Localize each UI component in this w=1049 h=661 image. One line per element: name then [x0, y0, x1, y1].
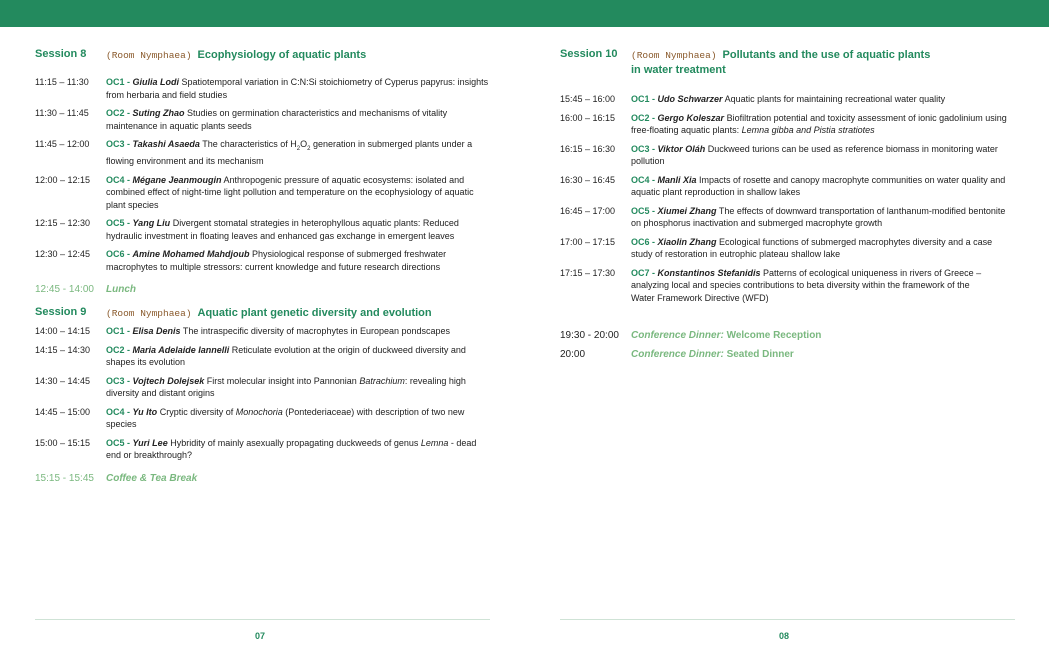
lunch-break: 12:45 - 14:00 Lunch [35, 284, 136, 296]
session-label: Session 8 [35, 48, 87, 60]
talk-row: 17:00 – 17:15 OC6 - Xiaolin Zhang Ecological functions of submerged macrophytes diversity and a case study of restoration in eutrophic plateau shallow lake [560, 236, 993, 259]
talk-row: 12:30 – 12:45 OC6 - Amine Mohamed Mahdjoub Physiological response of submerged freshwater macrophytes to multiple stressors: current knowledge and future research directions [35, 249, 447, 272]
talk-row: 16:30 – 16:45 OC4 - Manli Xia Impacts of rosette and canopy macrophyte communities on water quality and aquatic plant reproduction in shallow lakes [560, 174, 1006, 197]
talk-row: 12:15 – 12:30 OC5 - Yang Liu Divergent stomatal strategies in heterophyllous aquatic plants: Reduced hydraulic investment in floating leaves and enhanced gas exchange in emergent leaves [35, 218, 459, 241]
talk-row: 16:45 – 17:00 OC5 - Xiumei Zhang The effects of downward transportation of lanthanum-modified bentonite on phosphorus inactivation and submerged macrophyte growth [560, 205, 1006, 228]
session-10-header [560, 48, 1015, 77]
session-title: Aquatic plant genetic diversity and evolution [197, 307, 432, 320]
room-label: (Room Nymphaea) [106, 308, 192, 320]
dinner-seated: 20:00 Conference Dinner: Seated Dinner [560, 349, 794, 360]
talk-row: 14:30 – 14:45 OC3 - Vojtech Dolejsek First molecular insight into Pannonian Batrachium: revealing high diversity and distant origins [35, 375, 466, 399]
dinner-reception: 19:30 - 20:00 Conference Dinner: Welcome Reception [560, 330, 822, 341]
talk-row: 11:15 – 11:30 OC1 - Giulia Lodi Spatiotemporal variation in C:N:Si stoichiometry of Cyperus papyrus: insights from herbaria and field studies [35, 77, 489, 100]
coffee-break: 15:15 - 15:45 Coffee & Tea Break [35, 472, 198, 484]
session-title: Pollutants and the use of aquatic plants [722, 49, 931, 61]
session-title-line2: in water treatment [631, 64, 726, 76]
session-label: Session 10 [560, 48, 618, 60]
talk-row: 15:00 – 15:15 OC5 - Yuri Lee Hybridity of mainly asexually propagating duckweeds of genus Lemna - dead end or breakthrough? [35, 437, 477, 461]
talk-row: 12:00 – 12:15 OC4 - Mégane Jeanmougin Anthropogenic pressure of aquatic ecosystems: isolated and combined effect of night-time light pollution and temperature on the ecophysiology of aquatic plant species [35, 174, 474, 210]
talk-row: 14:00 – 14:15 OC1 - Elisa Denis The intraspecific diversity of macrophytes in European pondscapes [35, 326, 451, 337]
talk-row: 15:45 – 16:00 OC1 - Udo Schwarzer Aquatic plants for maintaining recreational water quality [560, 94, 946, 104]
session-title: Ecophysiology of aquatic plants [197, 49, 367, 61]
page-07 [35, 48, 490, 484]
talk-row: 11:30 – 11:45 OC2 - Suting Zhao Studies on germination characteristics and mechanisms of vitality maintenance in aquatic plants seeds [35, 108, 448, 131]
room-label: (Room Nymphaea) [106, 50, 192, 61]
page-number-left: 07 [255, 631, 266, 641]
talk-row: 17:15 – 17:30 OC7 - Konstantinos Stefanidis Patterns of ecological uniqueness in rivers of Greece – analyzing local and species contributions to beta diversity within the framework of the Water Framework Directive (WFD) [560, 267, 982, 303]
room-label: (Room Nymphaea) [631, 50, 717, 61]
session-8-header [35, 48, 490, 63]
footer-divider-left [35, 619, 490, 620]
talk-row: 14:45 – 15:00 OC4 - Yu Ito Cryptic diversity of Monochoria (Pontederiaceae) with description of two new species [35, 406, 465, 430]
talk-row: 11:45 – 12:00 OC3 - Takashi Asaeda The characteristics of $H_2O_2$ generation in submerged plants under a flowing environment and its mechanism [35, 139, 473, 167]
session-label: Session 9 [35, 306, 87, 319]
page-08 [560, 48, 1015, 360]
talk-row: 16:00 – 16:15 OC2 - Gergo Koleszar Biofiltration potential and toxicity assessment of ionic gadolinium using free-floating aquatic plants: Lemna gibba and Pistia stratiotes [560, 112, 1007, 135]
footer-divider-right [560, 619, 1015, 620]
top-banner [0, 0, 1049, 27]
talk-row: 14:15 – 14:30 OC2 - Maria Adelaide Iannelli Reticulate evolution at the origin of duckweed diversity and shapes its evolution [35, 344, 466, 368]
session-9-header [35, 306, 490, 321]
page-number-right: 08 [779, 631, 790, 641]
talk-row: 16:15 – 16:30 OC3 - Viktor Oláh Duckweed turions can be used as reference biomass in monitoring water pollution [560, 143, 998, 166]
